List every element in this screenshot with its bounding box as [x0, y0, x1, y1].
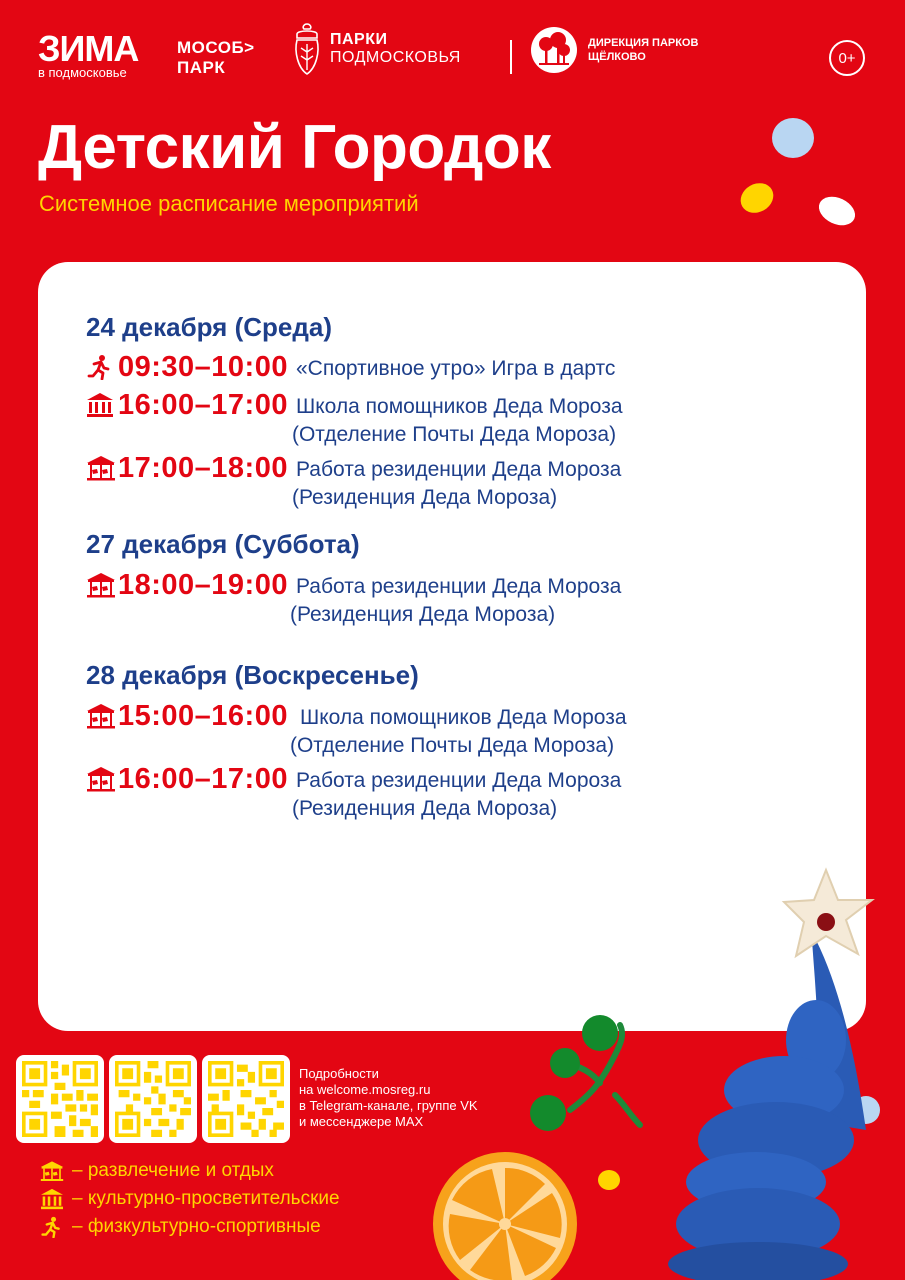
orange-slice-icon	[430, 1148, 580, 1280]
christmas-tree-icon	[666, 860, 892, 1280]
mosobpark-line1: МОСОБ>	[177, 38, 255, 57]
legend-text: – культурно-просветительские	[72, 1188, 340, 1209]
carousel-icon	[86, 453, 118, 483]
event-location: (Резиденция Деда Мороза)	[289, 603, 556, 626]
event-time: 16:00–17:00	[118, 763, 288, 795]
event-time: 16:00–17:00	[118, 389, 288, 421]
parki-line2: ПОДМОСКОВЬЯ	[330, 49, 461, 66]
tree-emblem-icon	[530, 26, 578, 74]
more-info-line: Подробности	[299, 1066, 379, 1081]
decor-dot-white	[814, 191, 859, 231]
runner-icon	[40, 1216, 66, 1238]
more-info-text	[299, 1066, 478, 1130]
more-info-line: в Telegram-канале, группе VK	[299, 1098, 478, 1113]
event-location: (Резиденция Деда Мороза)	[291, 797, 558, 820]
event-time: 18:00–19:00	[118, 569, 288, 601]
decor-dot-blue	[772, 118, 814, 158]
legend-text: – физкультурно-спортивные	[72, 1216, 321, 1237]
event-time: 09:30–10:00	[118, 351, 288, 383]
schedule-row	[86, 764, 621, 823]
legend-text: – развлечение и отдых	[72, 1160, 274, 1181]
runner-icon	[86, 352, 118, 382]
schedule-row	[86, 701, 627, 760]
page-subtitle: Системное расписание мероприятий	[39, 191, 419, 216]
day-heading: 28 декабря (Воскресенье)	[86, 660, 419, 690]
event-title: Школа помощников Деда Мороза	[299, 706, 627, 729]
schedule-row	[86, 390, 623, 449]
event-description	[291, 456, 622, 512]
event-location: (Резиденция Деда Мороза)	[291, 486, 558, 509]
event-description	[296, 355, 615, 383]
event-title: Работа резиденции Деда Мороза	[295, 575, 622, 598]
legend-item	[40, 1216, 321, 1238]
event-time: 15:00–16:00	[118, 700, 288, 732]
zima-logo	[38, 28, 139, 80]
mosobpark-logo	[177, 38, 255, 78]
event-title: «Спортивное утро» Игра в дартс	[295, 357, 616, 380]
day-heading: 27 декабря (Суббота)	[86, 529, 360, 559]
berry-branch-icon	[520, 1005, 650, 1145]
dir-line1: ДИРЕКЦИЯ ПАРКОВ	[588, 37, 699, 49]
carousel-icon	[86, 570, 118, 600]
direktsiya-parkov-logo	[530, 26, 698, 74]
decor-dot-yellow	[735, 177, 778, 218]
day-heading: 24 декабря (Среда)	[86, 312, 332, 342]
parki-line1: ПАРКИ	[330, 31, 388, 48]
event-description	[289, 573, 622, 629]
event-title: Школа помощников Деда Мороза	[295, 395, 623, 418]
schedule-row	[86, 570, 621, 629]
event-time: 17:00–18:00	[118, 452, 288, 484]
legend-item	[40, 1188, 340, 1210]
carousel-icon	[86, 701, 118, 731]
legend-item	[40, 1160, 274, 1182]
qr-code[interactable]	[109, 1055, 197, 1143]
decor-dot-yellow	[598, 1170, 620, 1190]
schedule-row	[86, 453, 621, 512]
event-location: (Отделение Почты Деда Мороза)	[289, 734, 615, 757]
museum-icon	[40, 1188, 66, 1210]
event-title: Работа резиденции Деда Мороза	[295, 458, 622, 481]
mosobpark-line2: ПАРК	[177, 58, 226, 77]
zima-logo-subtitle: в подмосковье	[38, 65, 127, 80]
event-description	[291, 393, 623, 449]
event-location: (Отделение Почты Деда Мороза)	[291, 423, 617, 446]
carousel-icon	[86, 764, 118, 794]
leaf-acorn-icon	[292, 22, 322, 76]
qr-code-icon	[115, 1061, 191, 1137]
qr-code[interactable]	[202, 1055, 290, 1143]
parki-podmoskovya-logo	[292, 22, 461, 76]
age-rating-badge: 0+	[829, 40, 865, 76]
event-description	[291, 767, 622, 823]
qr-code[interactable]	[16, 1055, 104, 1143]
zima-logo-title: ЗИМА	[38, 28, 139, 69]
qr-code-icon	[208, 1061, 284, 1137]
event-title: Работа резиденции Деда Мороза	[295, 769, 622, 792]
event-description	[289, 704, 627, 760]
page-title: Детский Городок	[38, 113, 551, 182]
museum-icon	[86, 390, 118, 420]
schedule-row	[86, 352, 615, 383]
more-info-link[interactable]: на welcome.mosreg.ru	[299, 1082, 431, 1097]
carousel-icon	[40, 1160, 66, 1182]
header-divider	[510, 40, 512, 74]
more-info-line: и мессенджере MAX	[299, 1114, 424, 1129]
dir-line2: ЩЁЛКОВО	[588, 51, 646, 63]
qr-code-icon	[22, 1061, 98, 1137]
